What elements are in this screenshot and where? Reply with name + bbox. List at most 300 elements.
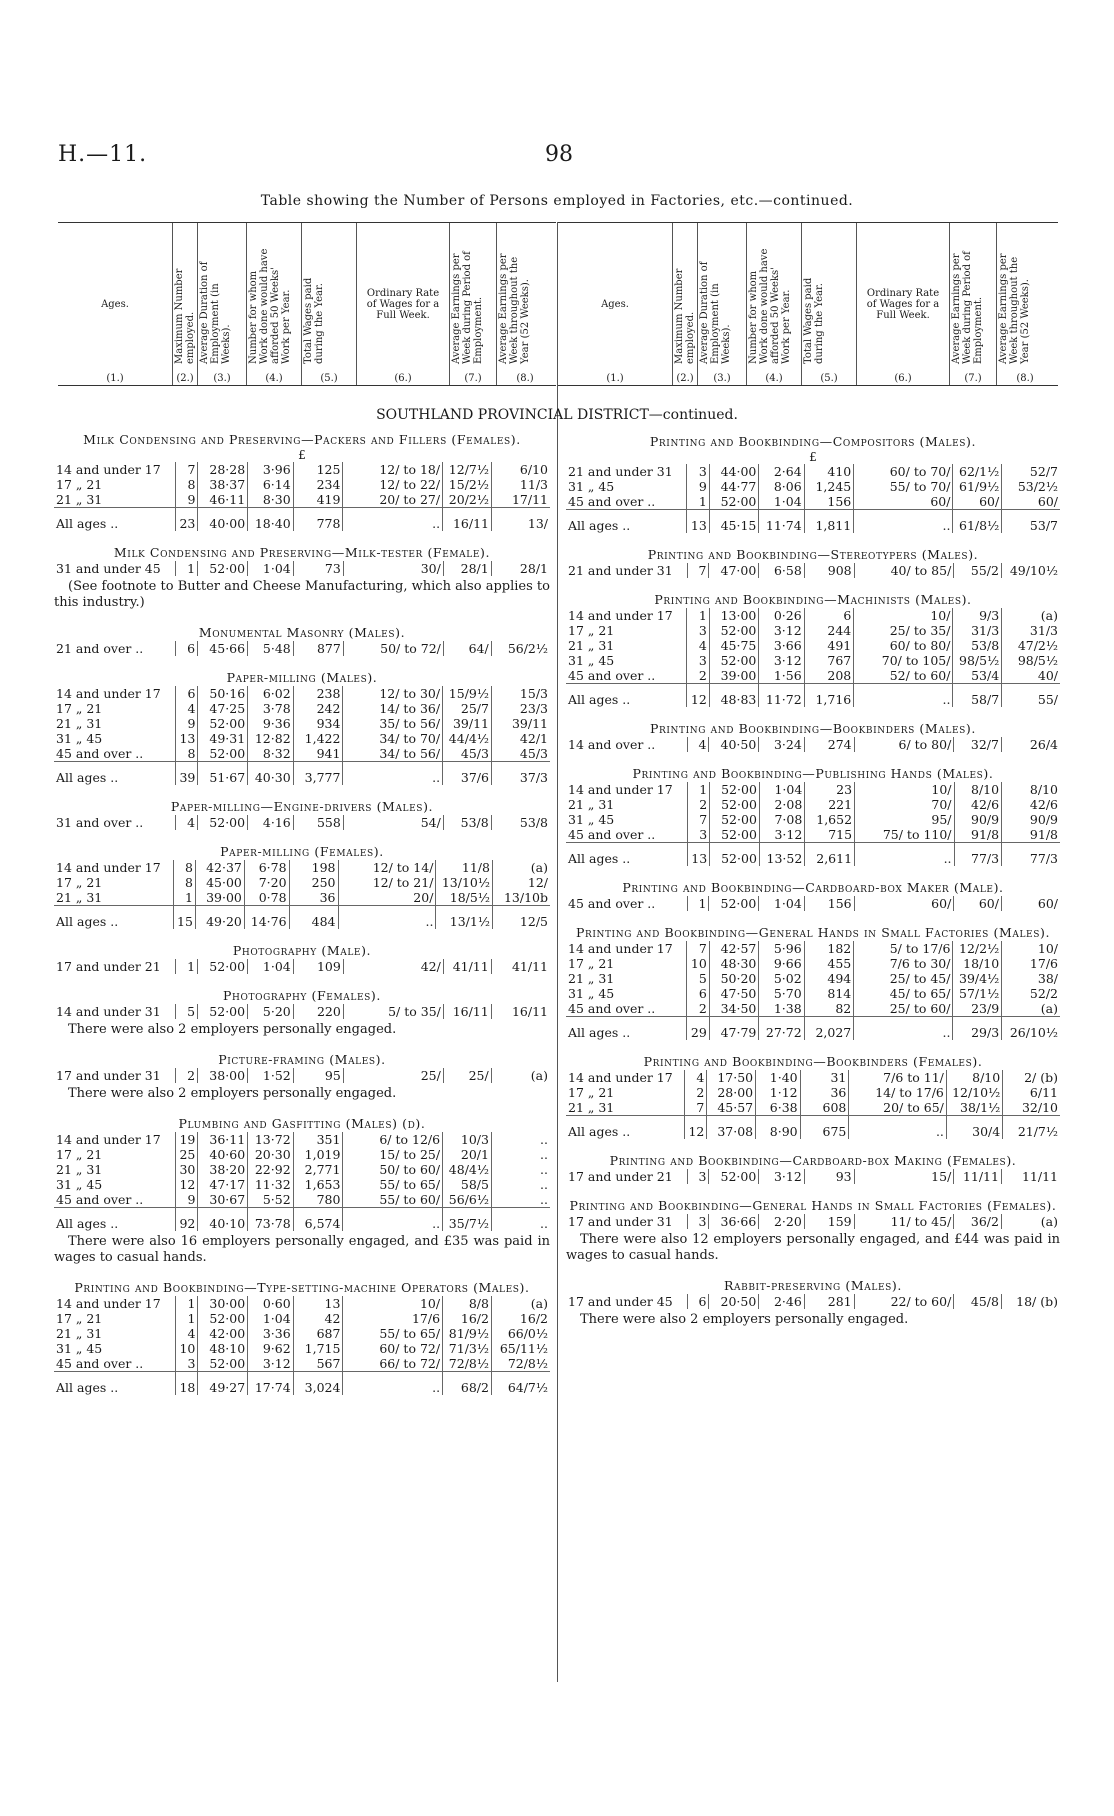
table-cell: 56/2½ xyxy=(491,641,550,656)
industry-section xyxy=(566,1054,1060,1139)
table-cell: 10/ xyxy=(855,782,954,797)
table-cell: .. xyxy=(343,508,443,532)
table-cell: 3·12 xyxy=(759,623,804,638)
table-cell: 5/ to 17/6 xyxy=(854,941,953,956)
table-cell: 91/8 xyxy=(954,827,1002,843)
table-cell: 45 and over .. xyxy=(568,494,656,509)
section-note: There were also 2 employers personally engaged. xyxy=(580,1312,909,1327)
table-cell: 52·00 xyxy=(198,1311,248,1326)
table-cell: 0·26 xyxy=(759,608,804,623)
table-cell: 38·37 xyxy=(198,477,248,492)
table-cell: 17 „ 21 xyxy=(56,477,103,492)
table-cell: 30·67 xyxy=(198,1192,248,1208)
column-header-4 xyxy=(747,223,802,385)
section-note: (See footnote to Butter and Cheese Manufacturing, which also applies to this industry.) xyxy=(54,579,550,610)
table-cell: 52·00 xyxy=(710,797,760,812)
table-cell: 17 „ 21 xyxy=(56,701,103,716)
table-cell: 14 and under 17 xyxy=(568,1070,673,1085)
table-cell: 60/ xyxy=(1001,896,1060,911)
table-cell: 45 and over .. xyxy=(568,668,656,683)
column-header-label: Ages. xyxy=(101,298,129,310)
section-title: Photography (Male). xyxy=(232,943,372,958)
table-cell: 49/10½ xyxy=(1001,563,1060,578)
data-table xyxy=(54,641,550,656)
section-title: Picture-framing (Males). xyxy=(218,1052,386,1067)
table-cell: 12 xyxy=(685,1116,707,1140)
table-cell: 26/4 xyxy=(1001,737,1060,752)
table-cell: (a) xyxy=(491,1068,550,1083)
table-row xyxy=(54,746,550,762)
table-row xyxy=(566,464,1060,479)
table-row xyxy=(54,492,550,508)
table-cell: 5·52 xyxy=(248,1192,293,1208)
table-cell: All ages .. xyxy=(566,1017,687,1041)
table-cell: 14 and under 17 xyxy=(568,608,673,623)
table-cell: .. xyxy=(491,1147,550,1162)
table-cell: 7 xyxy=(175,462,198,477)
table-cell: 3·12 xyxy=(248,1356,293,1372)
table-cell: 12/7½ xyxy=(443,462,492,477)
table-cell: 53/4 xyxy=(953,668,1002,684)
table-cell: 53/7 xyxy=(1002,510,1060,534)
table-cell: 45 and over .. xyxy=(568,896,656,911)
table-cell: 38/ xyxy=(1002,971,1060,986)
table-cell: 82 xyxy=(804,1001,854,1017)
table-cell: 182 xyxy=(804,941,854,956)
table-row xyxy=(54,1147,550,1162)
section-title: Plumbing and Gasfitting (Males) (d). xyxy=(178,1116,426,1131)
table-cell: 39·00 xyxy=(709,668,759,684)
table-row xyxy=(566,797,1060,812)
industry-section xyxy=(54,988,550,1038)
table-cell: 52·00 xyxy=(198,561,248,576)
table-cell: 1,422 xyxy=(293,731,343,746)
table-cell: 558 xyxy=(293,815,343,830)
table-cell: 8·90 xyxy=(756,1116,801,1140)
data-table xyxy=(566,782,1060,866)
table-cell: 238 xyxy=(293,686,343,701)
column-header-label: Ages. xyxy=(601,298,629,310)
section-note: There were also 16 employers personally engaged, and £35 was paid in wages to casual hands. xyxy=(54,1234,550,1265)
column-header-label: Ordinary Rate of Wages for a Full Week. xyxy=(866,287,940,321)
table-cell: 55/ to 65/ xyxy=(343,1326,443,1341)
table-cell: 38/1½ xyxy=(946,1100,1002,1116)
table-cell: 53/8 xyxy=(491,815,550,830)
table-cell: 12/2½ xyxy=(953,941,1002,956)
table-cell: 221 xyxy=(805,797,855,812)
column-number: (5.) xyxy=(820,373,838,384)
table-cell: 8/8 xyxy=(443,1296,492,1311)
table-cell: 14/ to 17/6 xyxy=(849,1085,947,1100)
table-row xyxy=(54,1004,550,1019)
table-cell: (a) xyxy=(1002,608,1060,623)
table-cell: 1·04 xyxy=(759,494,804,510)
section-title: Paper-milling—Engine-drivers (Males). xyxy=(170,799,434,814)
table-cell: 6·02 xyxy=(248,686,293,701)
table-row xyxy=(566,812,1060,827)
column-header-label: Average Earnings per Week throughout the Year (52 Weeks). xyxy=(498,253,531,364)
data-table xyxy=(54,1132,550,1231)
table-cell: 908 xyxy=(804,563,854,578)
table-cell: 6 xyxy=(804,608,854,623)
table-cell: 220 xyxy=(293,1004,343,1019)
table-cell: 15 xyxy=(173,906,195,930)
table-cell: 35/ to 56/ xyxy=(343,716,443,731)
table-cell: 31/3 xyxy=(1002,623,1060,638)
table-cell: 29/3 xyxy=(953,1017,1002,1041)
table-cell: 3 xyxy=(687,1214,709,1229)
table-row xyxy=(566,668,1060,684)
table-cell: 1,811 xyxy=(804,510,854,534)
table-cell: 6 xyxy=(687,1294,709,1309)
table-cell: 6 xyxy=(687,986,710,1001)
table-cell: 50/ to 60/ xyxy=(343,1162,443,1177)
table-row xyxy=(566,941,1060,956)
table-cell: 17 „ 21 xyxy=(56,1147,103,1162)
industry-section xyxy=(54,1116,550,1266)
data-table xyxy=(566,608,1060,707)
table-cell: 6 xyxy=(175,686,198,701)
table-cell: 281 xyxy=(804,1294,854,1309)
column-header-label: Average Earnings per Week during Period of Employment. xyxy=(951,251,984,364)
table-cell: 17 „ 21 xyxy=(568,1085,615,1100)
table-cell: 1·04 xyxy=(248,561,294,576)
table-cell: .. xyxy=(855,843,954,867)
table-cell: 1,716 xyxy=(804,684,854,708)
table-cell: 13 xyxy=(175,731,198,746)
table-cell: 21 „ 31 xyxy=(56,890,103,905)
table-cell: 60/ xyxy=(953,494,1002,510)
table-cell: 1 xyxy=(687,896,709,911)
table-cell: 2·08 xyxy=(759,797,804,812)
table-cell: 54/ xyxy=(343,815,443,830)
table-cell: All ages .. xyxy=(54,508,175,532)
column-number: (5.) xyxy=(320,373,338,384)
table-cell: 15/3 xyxy=(491,686,550,701)
data-table xyxy=(54,959,550,974)
table-cell: 4 xyxy=(175,701,198,716)
table-title: Table showing the Number of Persons employed in Factories, etc.—continued. xyxy=(260,193,854,209)
table-cell: 877 xyxy=(293,641,343,656)
table-cell: 42·00 xyxy=(198,1326,248,1341)
table-cell: 55/ to 70/ xyxy=(854,479,953,494)
column-number: (3.) xyxy=(213,373,231,384)
table-cell: 491 xyxy=(804,638,854,653)
table-cell: 15/2½ xyxy=(443,477,492,492)
table-cell: 29 xyxy=(687,1017,710,1041)
table-cell: 13 xyxy=(687,843,710,867)
table-row xyxy=(54,1326,550,1341)
table-cell: 75/ to 110/ xyxy=(855,827,954,843)
table-cell: 20/2½ xyxy=(443,492,492,508)
column-header-5 xyxy=(802,223,857,385)
table-cell: 31 „ 45 xyxy=(568,812,615,827)
table-cell: 30/4 xyxy=(946,1116,1002,1140)
column-number: (3.) xyxy=(713,373,731,384)
table-cell: 12/5 xyxy=(492,906,550,930)
table-cell: 36 xyxy=(800,1085,849,1100)
table-row xyxy=(566,1169,1060,1184)
table-cell: 40·10 xyxy=(198,1208,248,1232)
table-cell: 12/ to 21/ xyxy=(338,875,436,890)
table-cell: (a) xyxy=(492,860,550,875)
column-divider xyxy=(557,222,558,1682)
table-cell: 55/ to 60/ xyxy=(343,1192,443,1208)
table-cell: 40·30 xyxy=(248,762,293,786)
table-cell: 13/1½ xyxy=(436,906,493,930)
table-cell: 8/10 xyxy=(954,782,1002,797)
table-cell: 14 and under 17 xyxy=(56,686,161,701)
column-number: (2.) xyxy=(676,373,694,384)
table-cell: 45·75 xyxy=(709,638,759,653)
table-cell: 14 and over .. xyxy=(568,737,656,752)
table-cell: 494 xyxy=(804,971,854,986)
table-cell: 77/3 xyxy=(954,843,1002,867)
table-cell: 3·96 xyxy=(248,462,293,477)
table-row xyxy=(566,563,1060,578)
table-cell: 60/ to 80/ xyxy=(854,638,953,653)
table-row xyxy=(566,1294,1060,1309)
table-cell: 47/2½ xyxy=(1002,638,1060,653)
column-header-label: Ordinary Rate of Wages for a Full Week. xyxy=(366,287,440,321)
table-cell: 64/7½ xyxy=(491,1372,550,1396)
table-cell: 13/10b xyxy=(492,890,550,906)
industry-section xyxy=(566,434,1060,533)
table-cell: 31 „ 45 xyxy=(56,1177,103,1192)
table-cell: 61/9½ xyxy=(953,479,1002,494)
table-cell: 45 and over .. xyxy=(56,1356,144,1371)
table-row xyxy=(566,1100,1060,1116)
table-cell: 1 xyxy=(173,890,195,906)
table-cell: 55/ to 65/ xyxy=(343,1177,443,1192)
table-cell: 18 xyxy=(175,1372,198,1396)
table-cell: 52·00 xyxy=(709,494,759,510)
table-cell: 12/10½ xyxy=(946,1085,1002,1100)
table-cell: 3,777 xyxy=(293,762,343,786)
table-cell: 21 „ 31 xyxy=(568,1100,615,1115)
table-cell: 51·67 xyxy=(198,762,248,786)
column-header-label: Total Wages paid during the Year. xyxy=(303,277,325,364)
table-cell: 48/4½ xyxy=(443,1162,492,1177)
table-cell: 45 and over .. xyxy=(568,1001,656,1016)
table-cell: 15/9½ xyxy=(443,686,492,701)
table-cell: 60/ xyxy=(1002,494,1060,510)
right-column xyxy=(566,434,1060,1328)
table-cell: 47·79 xyxy=(709,1017,759,1041)
table-cell: 93 xyxy=(804,1169,854,1184)
table-cell: (a) xyxy=(1001,1214,1060,1229)
table-cell: 20/1 xyxy=(443,1147,492,1162)
page-number: 98 xyxy=(545,142,573,167)
table-cell: 31 „ 45 xyxy=(56,1341,103,1356)
table-cell: 17·74 xyxy=(248,1372,293,1396)
column-header-label: Average Duration of Employment (in Weeks). xyxy=(199,261,232,364)
table-cell: 5 xyxy=(176,1004,198,1019)
table-cell: All ages .. xyxy=(566,510,687,534)
table-cell: 17 „ 21 xyxy=(568,623,615,638)
table-row xyxy=(54,731,550,746)
table-cell: 20/ to 27/ xyxy=(343,492,443,508)
table-cell: 52·00 xyxy=(198,959,248,974)
table-cell: 41/11 xyxy=(443,959,491,974)
table-cell: 60/ to 70/ xyxy=(854,464,953,479)
table-cell: 65/11½ xyxy=(491,1341,550,1356)
table-cell: 48·30 xyxy=(709,956,759,971)
table-cell: 2,611 xyxy=(805,843,855,867)
table-cell: 70/ to 105/ xyxy=(854,653,953,668)
table-cell: 4 xyxy=(687,638,710,653)
data-table xyxy=(566,1214,1060,1229)
table-cell: 6 xyxy=(176,641,198,656)
table-row xyxy=(566,608,1060,623)
table-cell: 39/4½ xyxy=(953,971,1002,986)
table-cell: 73 xyxy=(293,561,343,576)
table-cell: 7 xyxy=(687,812,710,827)
table-cell: 5 xyxy=(687,971,710,986)
table-cell: .. xyxy=(491,1208,550,1232)
table-cell: 7 xyxy=(687,941,710,956)
table-cell: 35/7½ xyxy=(443,1208,492,1232)
table-cell: 5·96 xyxy=(759,941,804,956)
table-cell: 608 xyxy=(800,1100,849,1116)
column-header-2 xyxy=(173,223,198,385)
table-cell: 45·15 xyxy=(709,510,759,534)
table-cell: 8·06 xyxy=(759,479,804,494)
total-row xyxy=(566,1017,1060,1041)
table-cell: 52·00 xyxy=(710,812,760,827)
table-cell: 50/ to 72/ xyxy=(343,641,443,656)
table-cell: 47·17 xyxy=(198,1177,248,1192)
table-cell: .. xyxy=(491,1192,550,1208)
table-cell: 55/2 xyxy=(954,563,1002,578)
table-cell: 16/11 xyxy=(443,1004,491,1019)
table-row xyxy=(54,890,550,906)
table-cell: 2·20 xyxy=(759,1214,805,1229)
section-title: Rabbit-preserving (Males). xyxy=(724,1278,902,1293)
column-header-8 xyxy=(497,223,554,385)
table-row xyxy=(54,701,550,716)
table-cell: 17 and under 21 xyxy=(56,959,161,974)
table-cell: 7 xyxy=(687,563,709,578)
data-table xyxy=(54,1004,550,1019)
table-cell: 2,027 xyxy=(804,1017,854,1041)
section-note: There were also 2 employers personally engaged. xyxy=(68,1022,397,1037)
table-cell: 0·78 xyxy=(244,890,289,906)
table-cell: 484 xyxy=(289,906,338,930)
table-cell: 36/2 xyxy=(954,1214,1002,1229)
section-title: Printing and Bookbinding—Type-setting-machine Operators (Males). xyxy=(74,1280,530,1295)
table-cell: 57/1½ xyxy=(953,986,1002,1001)
table-cell: 9 xyxy=(175,716,198,731)
data-table xyxy=(54,815,550,830)
table-row xyxy=(54,716,550,731)
column-header-label: Number for whom Work done would have afforded 50 Weeks' Work per Year. xyxy=(748,248,792,364)
table-cell: 3·12 xyxy=(759,1169,805,1184)
table-cell: 156 xyxy=(804,494,854,510)
table-row xyxy=(566,737,1060,752)
column-header-3 xyxy=(198,223,247,385)
table-cell: 3·36 xyxy=(248,1326,293,1341)
data-table xyxy=(566,896,1060,911)
industry-section xyxy=(566,880,1060,911)
table-cell: 91/8 xyxy=(1002,827,1060,843)
column-header-label: Maximum Number employed. xyxy=(674,268,696,364)
table-cell: 941 xyxy=(293,746,343,762)
table-cell: 18·40 xyxy=(248,508,293,532)
table-cell: 28·00 xyxy=(707,1085,756,1100)
table-cell: 3 xyxy=(687,653,710,668)
table-cell: 567 xyxy=(293,1356,343,1372)
table-row xyxy=(566,653,1060,668)
table-row xyxy=(54,477,550,492)
industry-section xyxy=(54,625,550,656)
table-cell: 18/5½ xyxy=(436,890,493,906)
table-cell: 10 xyxy=(687,956,710,971)
table-cell: 77/3 xyxy=(1002,843,1060,867)
table-cell: 2/ (b) xyxy=(1003,1070,1060,1085)
table-cell: 31 „ 45 xyxy=(56,731,103,746)
column-header-label: Average Duration of Employment (in Weeks). xyxy=(699,261,732,364)
table-cell: .. xyxy=(849,1116,947,1140)
table-cell: 17·50 xyxy=(707,1070,756,1085)
table-cell: 42·37 xyxy=(195,860,244,875)
table-cell: 52·00 xyxy=(198,1356,248,1372)
column-header-2 xyxy=(673,223,698,385)
table-cell: 44/4½ xyxy=(443,731,492,746)
table-cell: 1·40 xyxy=(756,1070,801,1085)
table-cell: 48·83 xyxy=(709,684,759,708)
column-number: (2.) xyxy=(176,373,194,384)
table-cell: 42 xyxy=(293,1311,343,1326)
table-cell: 21 „ 31 xyxy=(56,716,103,731)
table-cell: 1·56 xyxy=(759,668,804,684)
table-cell: 1,653 xyxy=(293,1177,343,1192)
table-cell: 36 xyxy=(289,890,338,906)
table-cell: 20·50 xyxy=(709,1294,759,1309)
table-cell: 1 xyxy=(176,959,198,974)
table-cell: 25/ to 35/ xyxy=(854,623,953,638)
table-cell: 40/ to 85/ xyxy=(854,563,954,578)
table-cell: 5·70 xyxy=(759,986,804,1001)
table-cell: 45·66 xyxy=(198,641,248,656)
table-cell: .. xyxy=(854,1017,953,1041)
table-cell: 1·04 xyxy=(759,782,804,797)
table-cell: 8·32 xyxy=(248,746,293,762)
table-cell: 410 xyxy=(804,464,854,479)
table-cell: 12 xyxy=(175,1177,198,1192)
table-row xyxy=(566,1001,1060,1017)
table-cell: 14 and under 17 xyxy=(56,462,161,477)
table-cell: 14/ to 36/ xyxy=(343,701,443,716)
table-cell: 92 xyxy=(175,1208,198,1232)
table-cell: 58/7 xyxy=(953,684,1002,708)
column-number: (8.) xyxy=(516,373,534,384)
table-cell: 68/2 xyxy=(443,1372,492,1396)
table-cell: 3 xyxy=(687,623,710,638)
table-cell: 6/10 xyxy=(491,462,550,477)
table-cell: 53/8 xyxy=(443,815,491,830)
table-cell: 455 xyxy=(804,956,854,971)
table-row xyxy=(54,561,550,576)
table-cell: 9·66 xyxy=(759,956,804,971)
table-cell: 42/1 xyxy=(491,731,550,746)
table-cell: 31 „ 45 xyxy=(568,986,615,1001)
table-cell: 15/ to 25/ xyxy=(343,1147,443,1162)
table-cell: 2 xyxy=(687,797,710,812)
table-cell: All ages .. xyxy=(54,1208,175,1232)
table-cell: 22·92 xyxy=(248,1162,293,1177)
table-cell: 14 and under 17 xyxy=(56,1296,161,1311)
